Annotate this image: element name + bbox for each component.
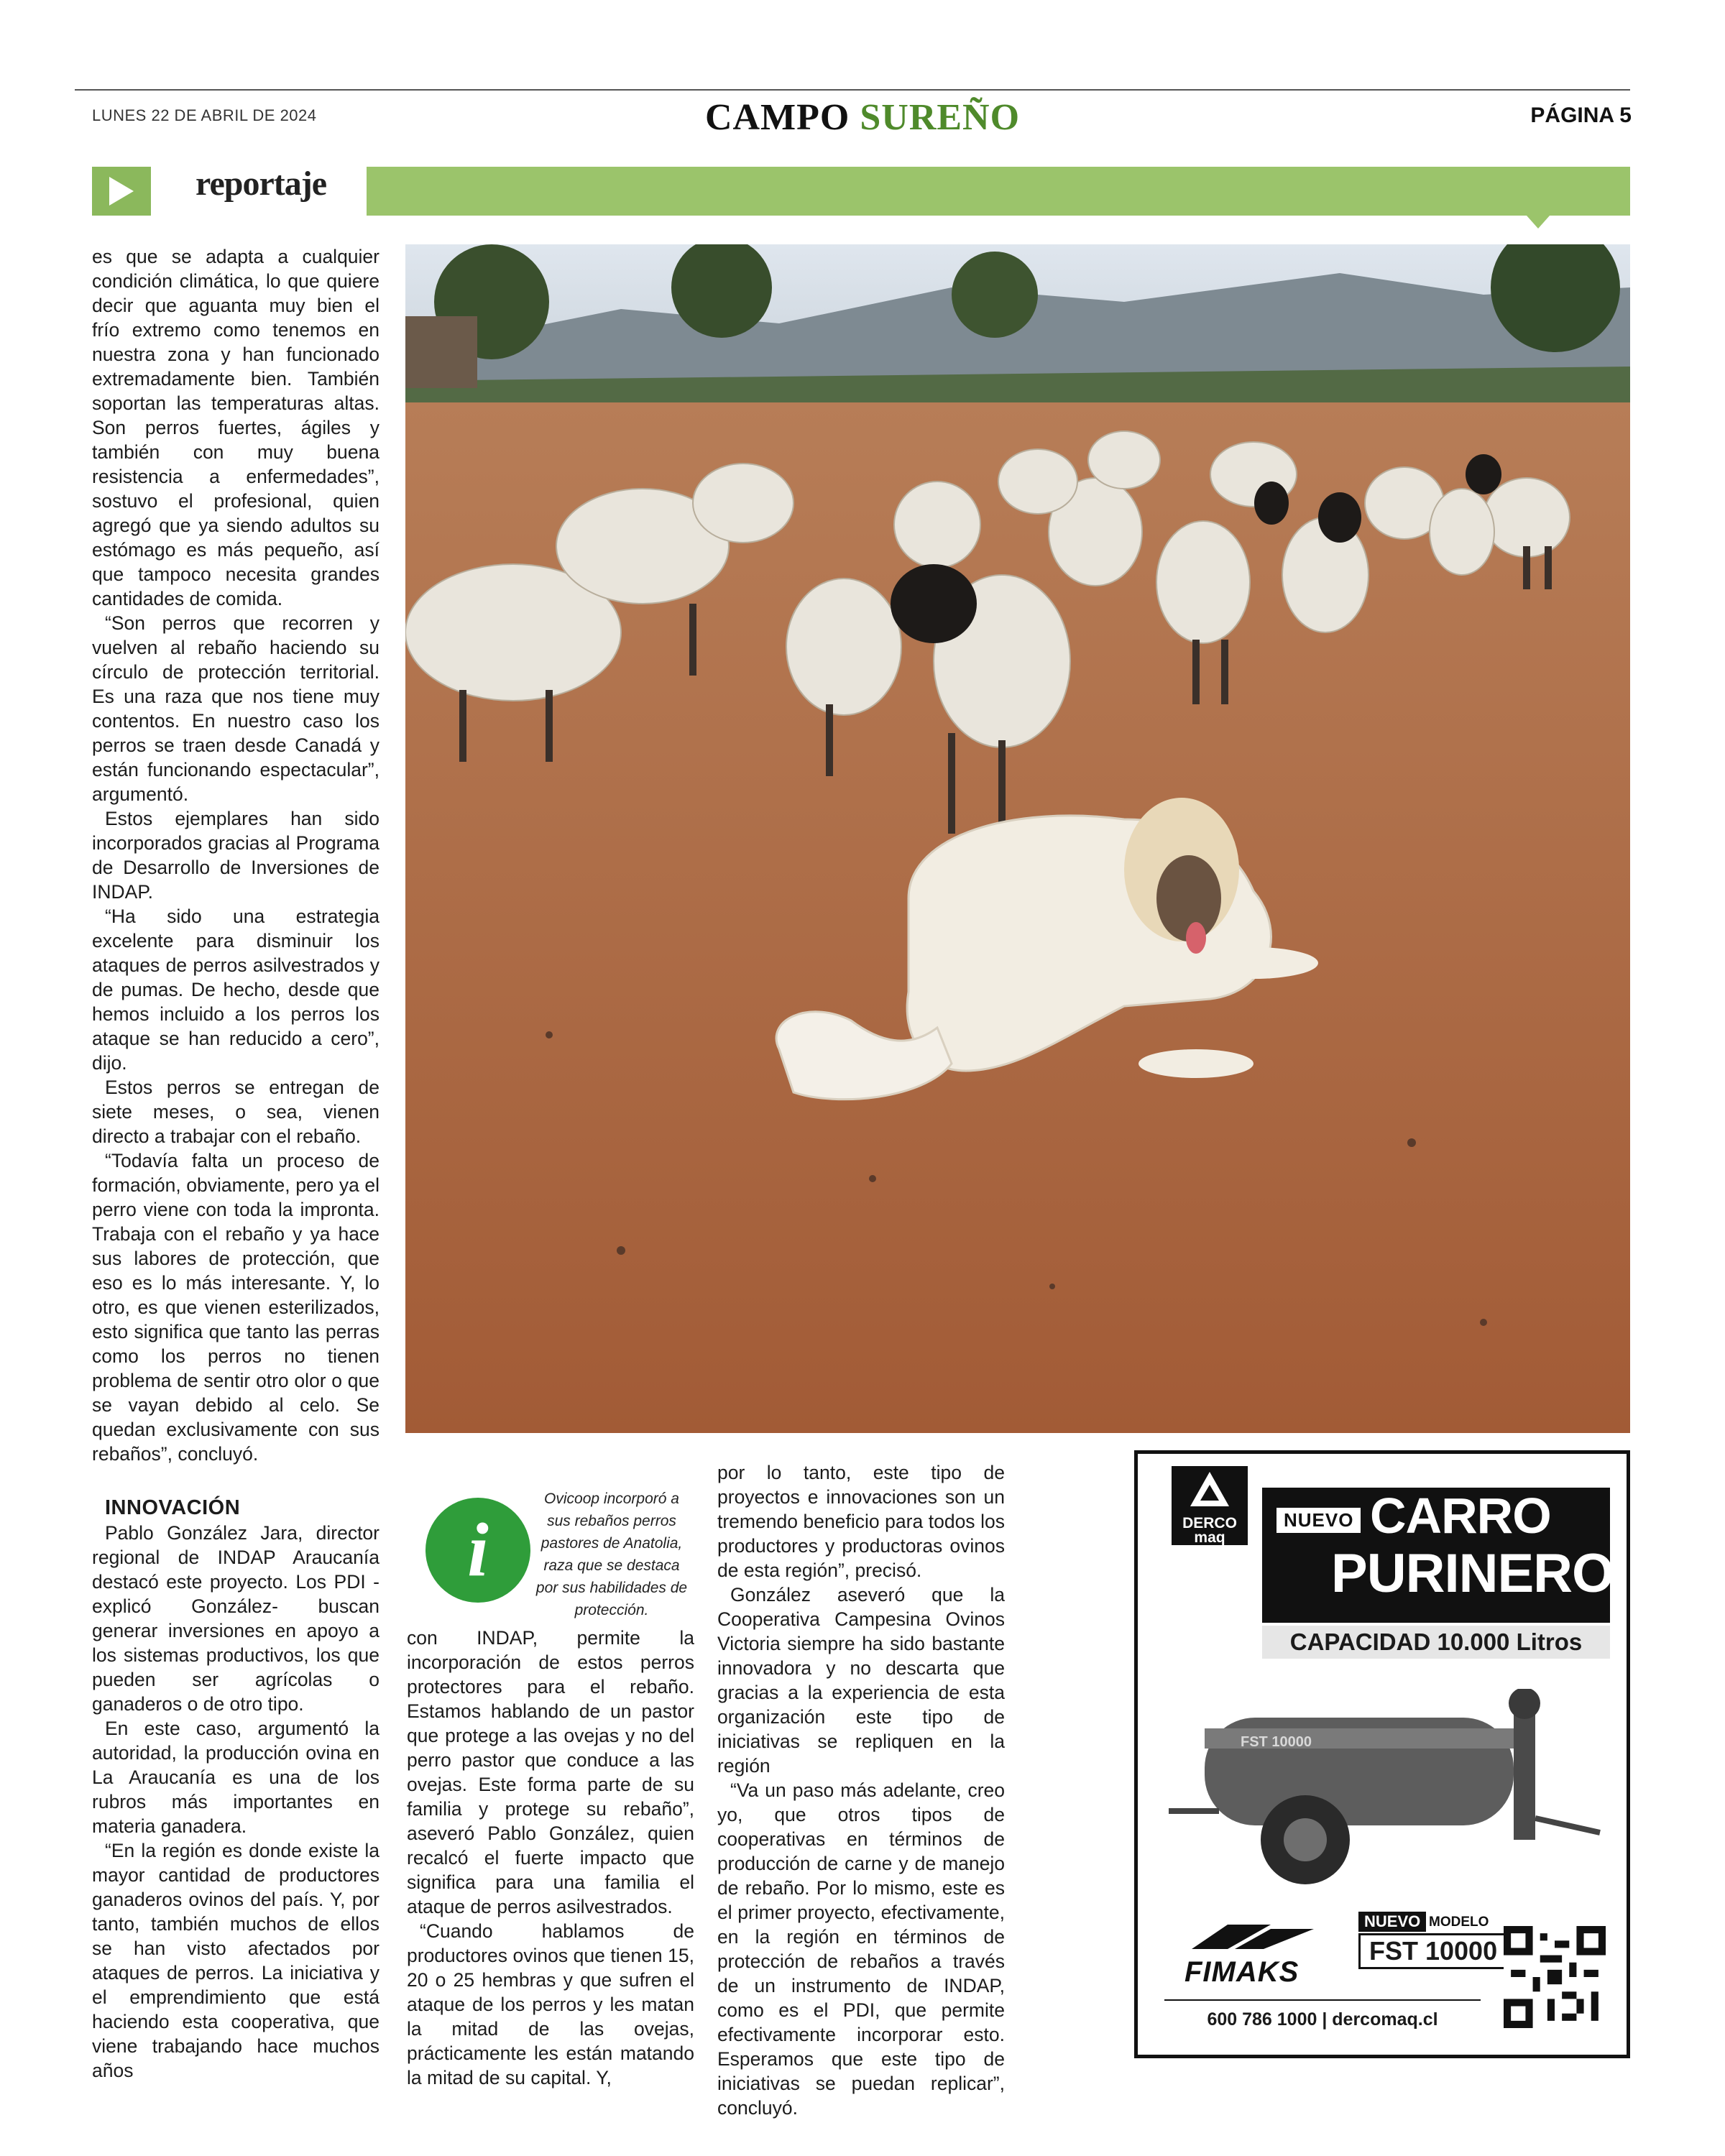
- info-icon-glyph: i: [467, 1508, 489, 1592]
- paragraph: En este caso, argumentó la autoridad, la producción ovina en La Araucanía es una de los rubros más importantes en materia ganadera.: [92, 1718, 380, 1837]
- header-rule: [75, 89, 1630, 91]
- ad-capacity: CAPACIDAD 10.000 Litros: [1262, 1626, 1610, 1659]
- tanker-trailer-image: [1162, 1689, 1607, 1897]
- fimaks-logo-icon: [1184, 1917, 1328, 1956]
- photo-sheep-and-guard-dog: [405, 244, 1630, 1433]
- tank-label: FST 10000: [1241, 1734, 1312, 1750]
- ad-title-line2: PURINERO: [1331, 1543, 1614, 1604]
- model-name: FST 10000: [1358, 1933, 1508, 1969]
- masthead-sureno: SUREÑO: [860, 97, 1021, 138]
- play-icon: [92, 167, 151, 216]
- paragraph: “Cuando hablamos de productores ovinos que tienen 15, 20 o 25 hembras y que sufren el ataque de los perros y les matan la mitad de las ovejas, prácticamente les están matando la mitad de su capital. Y,: [407, 1920, 694, 2088]
- article-column-1-bottom: [92, 1479, 380, 2083]
- paragraph: “Va un paso más adelante, creo yo, que otros tipos de cooperativas en términos de producción de carne y de manejo de rebaño. Por lo mismo, este es el primer proyecto, efectivamente, en la región en términos de protección de rebaños a través de un instrumento de INDAP, como es el PDI, que permite efectivamente incorporar esto. Esperamos que este tipo de iniciativas se puedan replicar”, concluyó.: [717, 1779, 1005, 2119]
- ad-contact: 600 786 1000 | dercomaq.cl: [1207, 2009, 1438, 2030]
- model-label: MODELO: [1429, 1915, 1489, 1930]
- fimaks-logo: FIMAKS: [1184, 1956, 1300, 1988]
- section-title: reportaje: [196, 165, 327, 203]
- section-bar-pointer: [1527, 216, 1550, 229]
- new-badge-2: NUEVO: [1358, 1912, 1426, 1932]
- article-column-3: [717, 1460, 1005, 2120]
- masthead: [0, 96, 1725, 139]
- subhead-innovacion: INNOVACIÓN: [105, 1496, 241, 1519]
- new-badge: NUEVO: [1276, 1508, 1361, 1533]
- paragraph: por lo tanto, este tipo de proyectos e innovaciones son un tremendo beneficio para todos los productores y productoras ovinos de esta región”, precisó.: [717, 1462, 1005, 1581]
- paragraph: González aseveró que la Cooperativa Campesina Ovinos Victoria siempre ha sido bastante innovadora y no descarta que gracias a la experiencia de esta organización este tipo de iniciativas se repliquen en la región: [717, 1584, 1005, 1777]
- paragraph: Estos perros se entregan de siete meses, o sea, vienen directo a trabajar con el rebaño.: [92, 1077, 380, 1147]
- page-number: PÁGINA 5: [1530, 103, 1632, 127]
- issue-date: LUNES 22 DE ABRIL DE 2024: [92, 106, 317, 124]
- photo-caption: Ovicoop incorporó a sus rebaños perros pastores de Anatolia, raza que se destaca por sus habilidades de protección.: [535, 1491, 688, 1618]
- paragraph: “En la región es donde existe la mayor cantidad de productores ganaderos ovinos del país. Y, por tanto, también muchos de ellos se han visto afectados por ataques de perros. La iniciativa y el emprendimiento que está haciendo esta cooperativa, que viene trabajando hace muchos años: [92, 1840, 380, 2081]
- paragraph: “Ha sido una estrategia excelente para disminuir los ataques de perros asilvestrados y de pumas. De hecho, desde que hemos incluido a los perros los ataque se han reducido a cero”, dijo.: [92, 906, 380, 1074]
- paragraph: es que se adapta a cualquier condición climática, lo que quiere decir que aguanta muy bien el frío extremo como tenemos en nuestra zona y han funcionado extremadamente bien. También soportan las temperaturas altas. Son perros fuertes, ágiles y también con muy buena resistencia a enfermedades”, sostuvo el profesional, quien agregó que ya siendo adultos su estómago es más pequeño, así que tampoco necesita grandes cantidades de comida.: [92, 246, 380, 609]
- masthead-campo: CAMPO: [704, 97, 850, 138]
- paragraph: “Son perros que recorren y vuelven al rebaño haciendo su círculo de protección territorial. Es una raza que nos tiene muy contentos. En nuestro caso los perros se traen desde Canadá y están funcionando espectacular”, argumentó.: [92, 612, 380, 805]
- derco-maq-logo-text: DERCO maq: [1182, 1515, 1237, 1546]
- article-column-1-top: [92, 244, 380, 1466]
- ad-title-line1: CARRO: [1370, 1488, 1551, 1544]
- article-column-2: [407, 1626, 694, 2090]
- paragraph: “Todavía falta un proceso de formación, obviamente, pero ya el perro viene con toda la impronta. Trabaja con el rebaño y ya hace sus labores de protección, que eso es lo más interesante. Y, lo otro, es que vienen esterilizados, esto significa que tanto las perras como los perros no tienen problema de sentir otro olor o que se vayan debido al celo. Se quedan exclusivamente con sus rebaños”, concluyó.: [92, 1150, 380, 1465]
- qr-code-icon: [1504, 1926, 1606, 2028]
- paragraph: con INDAP, permite la incorporación de estos perros protectores para el rebaño. Estamos hablando de un pastor que protege a las ovejas y no del perro pastor que conduce a las ovejas. Este forma parte de su familia y protege su rebaño”, aseveró Pablo González, quien recalcó el fuerte impacto que significa para una familia el ataque de perros asilvestrados.: [407, 1627, 694, 1917]
- paragraph: Pablo González Jara, director regional de INDAP Araucanía destacó este proyecto. Los PDI -explicó González- buscan generar inversiones en apoyo a los sistemas productivos, los que pueden ser agrícolas o ganaderos o de otro tipo.: [92, 1522, 380, 1715]
- ad-divider: [1164, 1999, 1481, 2001]
- paragraph: Estos ejemplares han sido incorporados gracias al Programa de Desarrollo de Inversiones de INDAP.: [92, 808, 380, 903]
